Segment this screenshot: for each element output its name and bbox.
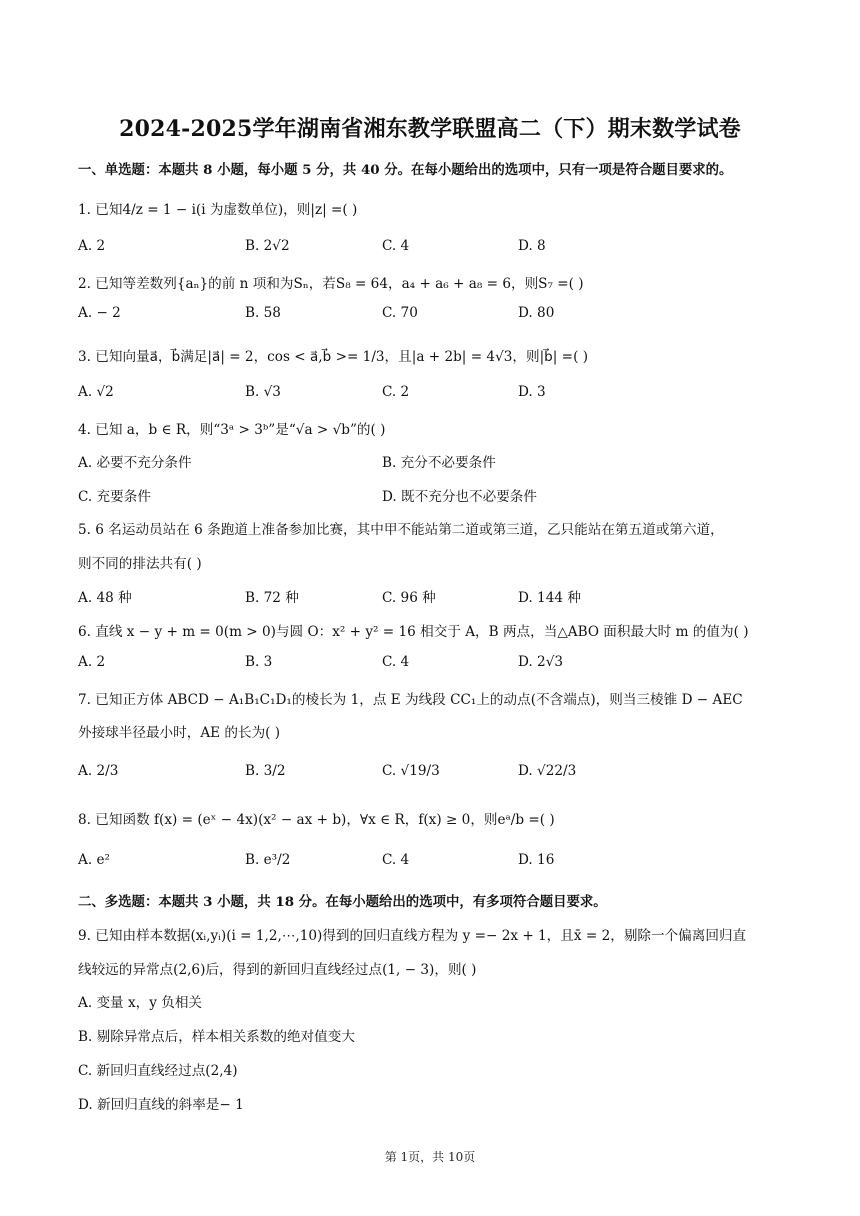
question-5-option-b: B. 72 种	[245, 590, 299, 606]
question-7-option-c: C. √19/3	[382, 763, 440, 779]
question-3-option-d: D. 3	[518, 384, 546, 400]
question-5-option-c: C. 96 种	[382, 590, 436, 606]
section-heading-multiple-choice: 二、多选题：本题共 3 小题，共 18 分。在每小题给出的选项中，有多项符合题目要求。	[78, 894, 607, 910]
section-heading-single-choice: 一、单选题：本题共 8 小题，每小题 5 分，共 40 分。在每小题给出的选项中，只有一项是符合题目要求的。	[78, 162, 733, 178]
question-6-stem: 6. 直线 x − y + m = 0(m > 0)与圆 O：x² + y² = 16 相交于 A，B 两点，当△ABO 面积最大时 m 的值为( )	[78, 624, 749, 640]
question-3-stem: 3. 已知向量a⃗，b⃗满足|a⃗| = 2，cos < a⃗,b⃗ >= 1/3，且|a + 2b| = 4√3，则|b⃗| =( )	[78, 349, 588, 365]
question-1-option-b: B. 2√2	[245, 238, 290, 254]
question-7-option-a: A. 2/3	[78, 763, 119, 779]
question-4-option-d: D. 既不充分也不必要条件	[382, 489, 537, 505]
question-5-stem-line-1: 5. 6 名运动员站在 6 条跑道上准备参加比赛，其中甲不能站第二道或第三道，乙只能站在第五道或第六道，	[78, 522, 724, 538]
question-6-option-d: D. 2√3	[518, 654, 564, 670]
question-7-stem-line-1: 7. 已知正方体 ABCD − A₁B₁C₁D₁的棱长为 1，点 E 为线段 CC₁上的动点(不含端点)，则当三棱锥 D − AEC	[78, 692, 743, 708]
question-8-option-d: D. 16	[518, 852, 555, 868]
question-1-stem: 1. 已知4/z = 1 − i(i 为虚数单位)，则|z| =( )	[78, 202, 358, 218]
question-9-option-d: D. 新回归直线的斜率是− 1	[78, 1097, 244, 1113]
page-footer: 第 1页，共 10页	[384, 1150, 476, 1164]
question-7-stem-line-2: 外接球半径最小时，AE 的长为( )	[78, 725, 281, 741]
question-9-stem-line-1: 9. 已知由样本数据(xᵢ,yᵢ)(i = 1,2,⋯,10)得到的回归直线方程为 y =− 2x + 1，且x̄ = 2，剔除一个偏离回归直	[78, 928, 747, 944]
question-2-option-a: A. − 2	[78, 305, 121, 321]
question-7-option-b: B. 3/2	[245, 763, 286, 779]
question-9-stem-line-2: 线较远的异常点(2,6)后，得到的新回归直线经过点(1, − 3)，则( )	[78, 962, 477, 978]
question-8-option-b: B. e³/2	[245, 852, 291, 868]
question-6-option-b: B. 3	[245, 654, 273, 670]
question-3-option-b: B. √3	[245, 384, 281, 400]
question-1-option-c: C. 4	[382, 238, 410, 254]
question-4-option-a: A. 必要不充分条件	[78, 455, 192, 471]
question-9-option-b: B. 剔除异常点后，样本相关系数的绝对值变大	[78, 1029, 355, 1045]
question-2-stem: 2. 已知等差数列{aₙ}的前 n 项和为Sₙ，若S₈ = 64，a₄ + a₆ + a₈ = 6，则S₇ =( )	[78, 276, 584, 292]
question-4-option-c: C. 充要条件	[78, 489, 151, 505]
question-2-option-b: B. 58	[245, 305, 281, 321]
question-5-option-a: A. 48 种	[78, 590, 132, 606]
question-9-option-a: A. 变量 x，y 负相关	[78, 995, 203, 1011]
question-8-stem: 8. 已知函数 f(x) = (eˣ − 4x)(x² − ax + b)，∀x ∈ R，f(x) ≥ 0，则eᵃ/b =( )	[78, 812, 555, 828]
question-8-option-a: A. e²	[78, 852, 110, 868]
question-8-option-c: C. 4	[382, 852, 410, 868]
question-2-option-d: D. 80	[518, 305, 555, 321]
question-6-option-c: C. 4	[382, 654, 410, 670]
question-1-option-a: A. 2	[78, 238, 106, 254]
question-9-option-c: C. 新回归直线经过点(2,4)	[78, 1063, 238, 1079]
question-1-option-d: D. 8	[518, 238, 546, 254]
question-3-option-c: C. 2	[382, 384, 410, 400]
question-5-stem-line-2: 则不同的排法共有( )	[78, 556, 202, 572]
question-5-option-d: D. 144 种	[518, 590, 581, 606]
question-4-stem: 4. 已知 a，b ∈ R，则“3ᵃ > 3ᵇ”是“√a > √b”的( )	[78, 422, 386, 438]
question-3-option-a: A. √2	[78, 384, 114, 400]
question-4-option-b: B. 充分不必要条件	[382, 455, 496, 471]
page-title: 2024-2025学年湖南省湘东教学联盟高二（下）期末数学试卷	[119, 116, 741, 142]
question-6-option-a: A. 2	[78, 654, 106, 670]
question-7-option-d: D. √22/3	[518, 763, 577, 779]
question-2-option-c: C. 70	[382, 305, 418, 321]
